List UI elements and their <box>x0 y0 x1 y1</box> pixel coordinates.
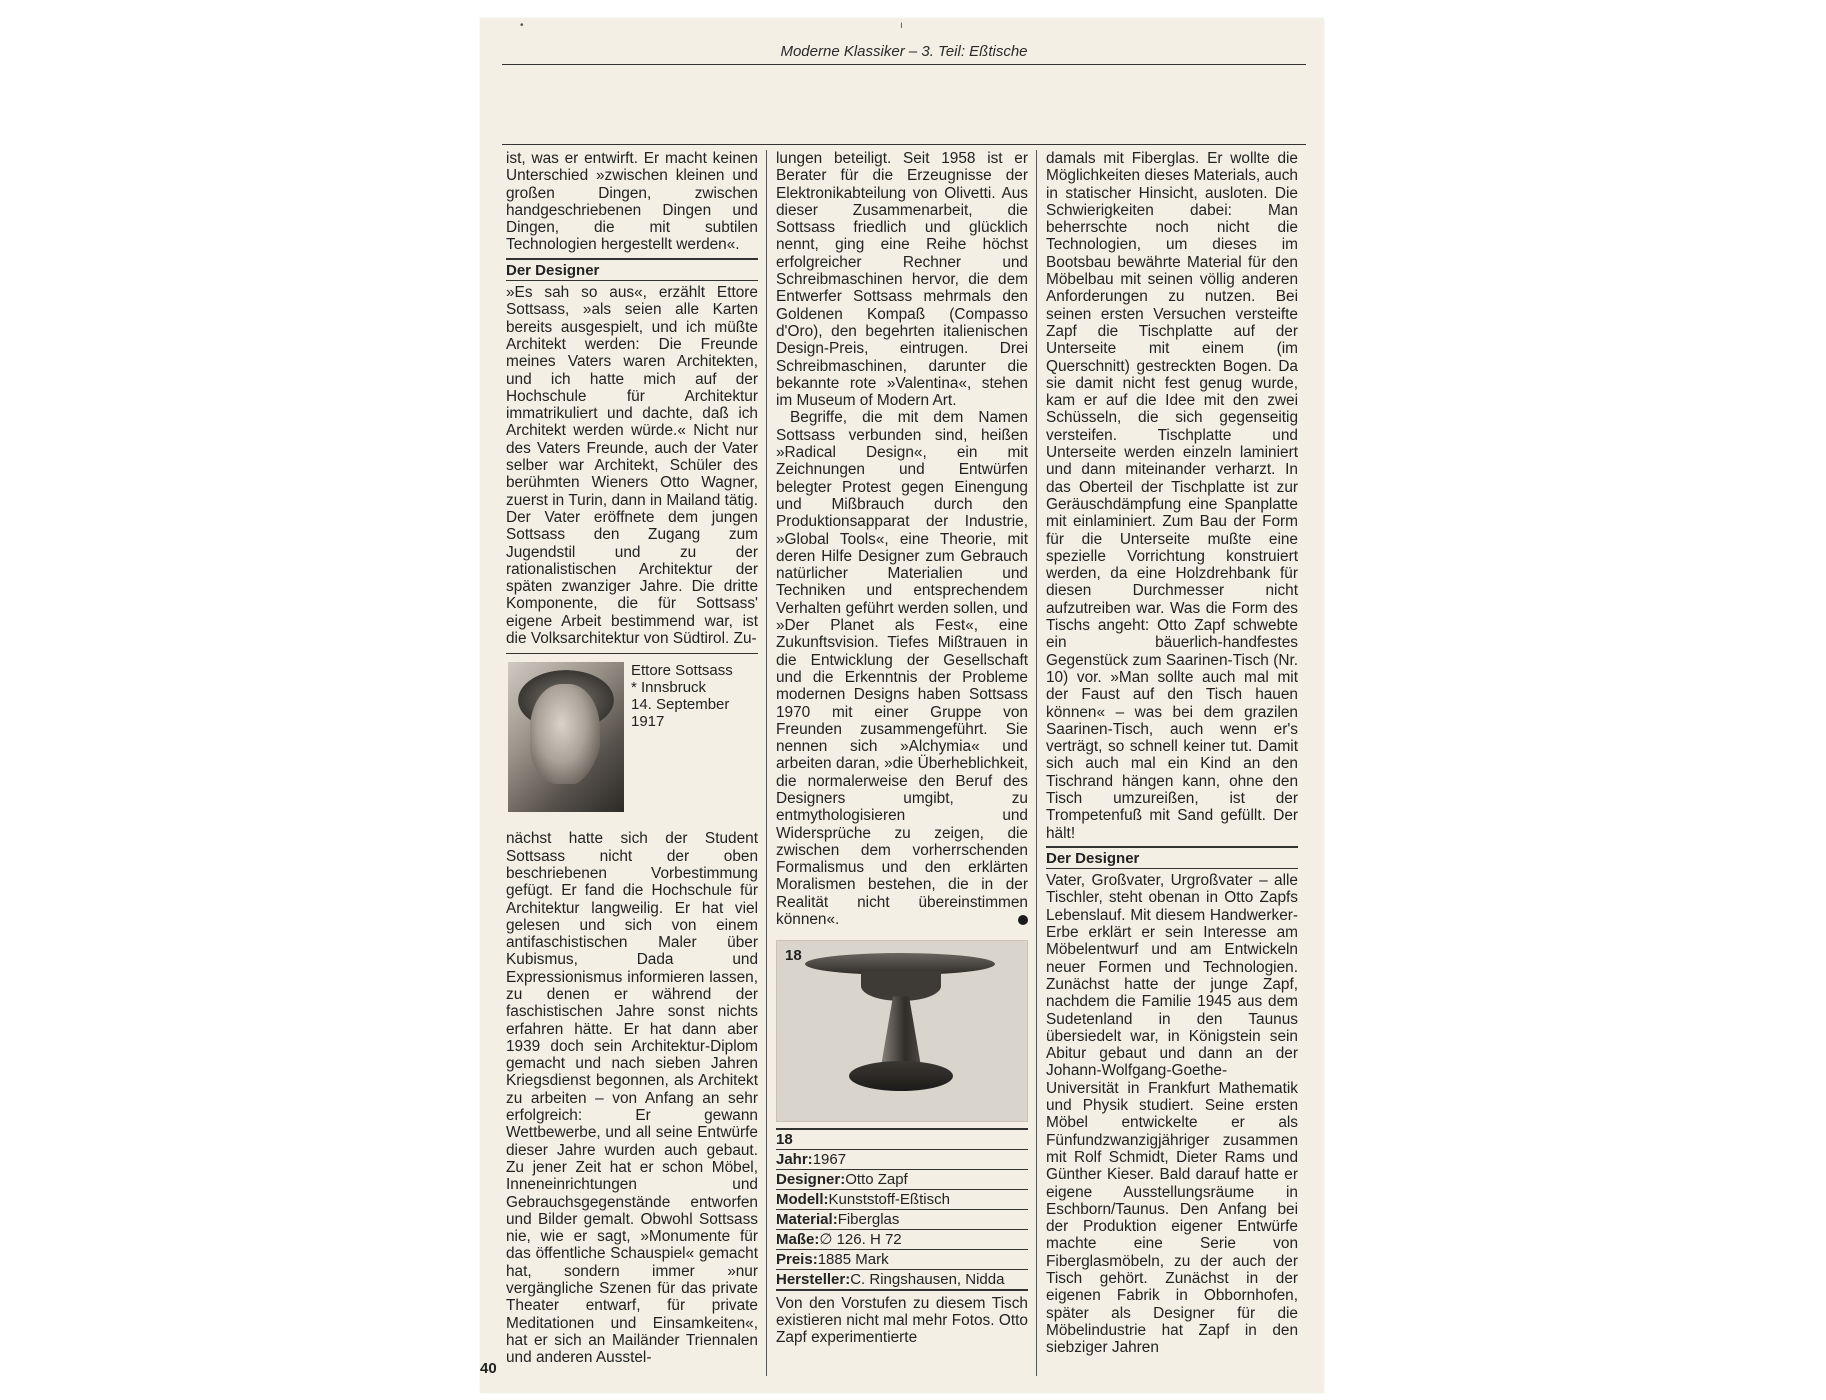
table-foot-shape <box>849 1061 953 1091</box>
section-heading: Der Designer <box>1046 846 1298 869</box>
spec-label: Maße: <box>776 1230 820 1248</box>
column-rule <box>766 150 767 1376</box>
top-rule <box>502 144 1306 145</box>
spec-row-year <box>776 1149 1028 1169</box>
spec-label: Hersteller: <box>776 1270 851 1288</box>
spec-value: Fiberglas <box>837 1210 900 1228</box>
section-heading: Der Designer <box>506 258 758 281</box>
spec-value: Otto Zapf <box>845 1170 908 1188</box>
running-head <box>502 40 1306 65</box>
spec-row-dimensions <box>776 1229 1028 1249</box>
paragraph: Von den Vorstufen zu diesem Tisch existieren nicht mal mehr Fotos. Otto Zapf experimentierte <box>776 1294 1028 1347</box>
portrait-block <box>506 653 758 824</box>
paragraph: lungen beteiligt. Seit 1958 ist er Berater für die Erzeugnisse der Elektronikabteilung von Olivetti. Aus dieser Zusammenarbeit, die Sottsass friedlich und glücklich nennt, ging eine Reihe höchst erfolgreicher Rechner und Schreibmaschinen hervor, die dem Entwerfer Sottsass mehrmals den Goldenen Kompaß (Compasso d'Oro), den begehrten italienischen Design-Preis, eintrugen. Drei Schreibmaschinen, darunter die bekannte rote »Valentina«, stehen im Museum of Modern Art. <box>776 150 1028 410</box>
paragraph: Vater, Großvater, Urgroßvater – alle Tischler, steht obenan in Otto Zapfs Lebenslauf. Mit diesem Handwerker-Erbe erklärt er sein Interesse am Möbelentwurf und am Entwickeln neuer Formen und Technologien. Zunächst hatte der junge Zapf, nachdem die Familie 1945 aus dem Sudetenland in den Taunus übersiedelt war, in Königstein sein Abitur gebaut und dann an der Johann-Wolfgang-Goethe-Universität in Frankfurt Mathematik und Physik studiert. Seine ersten Möbel entwickelte er als Fünfundzwanzigjähriger zusammen mit Rolf Schmidt, Dieter Rams und Günther Kieser. Bald darauf hatte er eigene Ausstellungsräume in Eschborn/Taunus. Den Anfang bei der Produktion eigener Entwürfe machte eine Serie von Fiberglasmöbeln, zu der auch der Tisch gehört. Zunächst in der eigenen Fabrik in Obbornhofen, später als Designer für die Möbelindustrie hat Zapf in den siebziger Jahren <box>1046 872 1298 1357</box>
magazine-page <box>480 18 1324 1393</box>
scan-mark: ı <box>900 20 903 31</box>
spec-row-manufacturer <box>776 1269 1028 1291</box>
column-1 <box>506 150 758 1375</box>
spec-row-material <box>776 1209 1028 1229</box>
portrait-caption <box>631 662 758 730</box>
portrait-photo <box>508 662 624 812</box>
caption-name: Ettore Sottsass <box>631 662 733 680</box>
scan-mark: • <box>520 20 524 31</box>
spec-row-designer <box>776 1169 1028 1189</box>
page-number: 40 <box>480 1360 497 1377</box>
portrait-face <box>530 684 600 784</box>
paragraph-text: Begriffe, die mit dem Namen Sottsass verbunden sind, heißen »Radical Design«, ein mit Zeichnungen und Entwürfen belegter Protest gegen Einengung und Mißbrauch durch den Produktionsapparat der Industrie, »Global Tools«, eine Theorie, mit deren Hilfe Designer zum Gebrauch natürlicher Materialien und Techniken und entsprechendem Verhalten geführt werden sollen, und »Der Planet als Fest«, eine Zukunftsvision. Tiefes Mißtrauen in die Entwicklung der Gesellschaft und die Erkenntnis der Probleme modernen Designs haben Sottsass 1970 mit einer Gruppe von Freunden zusammengeführt. Sie nennen sich »Alchymia« und arbeiten daran, »die Überheblichkeit, die normalerweise den Beruf des Designers umgibt, zu entmythologisieren und Widersprüche zu zeigen, die zwischen dem vorherrschenden Formalismus und den erklärten Moralismen bestehen, die in der Realität nicht übereinstimmen können«. <box>776 409 1028 929</box>
table-photo <box>776 940 1028 1122</box>
paragraph: ist, was er entwirft. Er macht keinen Unterschied »zwischen kleinen und großen Dingen, zwischen handgeschriebenen Dingen und Dingen, die mit subtilen Technologien hergestellt werden«. <box>506 150 758 254</box>
paragraph <box>776 409 1028 928</box>
spec-value: ∅ 126. H 72 <box>819 1230 902 1248</box>
spec-label: Preis: <box>776 1250 818 1268</box>
column-2 <box>776 150 1028 1375</box>
spec-value: Kunststoff-Eßtisch <box>828 1190 950 1208</box>
paragraph: damals mit Fiberglas. Er wollte die Möglichkeiten dieses Materials, auch in statischer Hinsicht, ausloten. Die Schwierigkeiten dabei: Man beherrschte noch nicht die Technologien, um dieses im Bootsbau bewährte Material für den Möbelbau mit seinen völlig anderen Anforderungen zu nutzen. Bei seinen ersten Versuchen versteifte Zapf die Tischplatte auf der Unterseite mit einem (im Querschnitt) gestreckten Bogen. Da sie damit nicht fest genug wurde, kam er auf die Idee mit den zwei Schüsseln, die sich gegenseitig versteifen. Tischplatte und Unterseite werden einzeln laminiert und dann miteinander verharzt. In das Oberteil der Tischplatte ist zur Geräuschdämpfung eine Spanplatte mit einlaminiert. Zum Bau der Form für die Unterseite mußte eine spezielle Vorrichtung konstruiert werden, da eine Holzdrehbank für diesen Durchmesser nicht aufzutreiben war. Was die Form des Tischs angeht: Otto Zapf schwebte ein bäuerlich-handfestes Gegenstück zum Saarinen-Tisch (Nr. 10) vor. »Man sollte auch mal mit der Faust auf den Tisch hauen können« – was bei dem grazilen Saarinen-Tisch, auch wenn er's verträgt, so schnell keiner tut. Damit sich auch mal ein Kind an den Tischrand hängen kann, ohne den Tisch umzureißen, ist der Trompetenfuß mit Sand gefüllt. Der hält! <box>1046 150 1298 842</box>
spec-label: Modell: <box>776 1190 829 1208</box>
spec-label: Jahr: <box>776 1150 813 1168</box>
spec-row-model <box>776 1189 1028 1209</box>
table-stem-shape <box>881 996 921 1066</box>
caption-year: 1917 <box>631 713 665 731</box>
spec-value: 1967 <box>812 1150 847 1168</box>
spec-number: 18 <box>776 1128 1028 1148</box>
caption-date: 14. September <box>631 696 730 714</box>
caption-birthplace: * Innsbruck <box>631 679 707 697</box>
paragraph: »Es sah so aus«, erzählt Ettore Sottsass, »als seien alle Karten bereits ausgespielt, und ich müßte Architekt werden: Die Freunde meines Vaters waren Architekten, und ich hatte mich auf der Hochschule für Architektur immatrikuliert und dachte, daß ich Architekt werden würde.« Nicht nur des Vaters Freunde, auch der Vater selber war Architekt, Schüler des berühmten Wieners Otto Wagner, zuerst in Turin, dann in Mailand tätig. Der Vater eröffnete dem jungen Sottsass den Zugang zum Jugendstil und zu der rationalistischen Architektur der späten zwanziger Jahre. Die dritte Komponente, die für Sottsass' eigene Arbeit bestimmend war, ist die Volksarchitektur von Südtirol. Zu- <box>506 284 758 648</box>
column-3 <box>1046 150 1298 1375</box>
paragraph: nächst hatte sich der Student Sottsass nicht der oben beschriebenen Vorbestimmung gefügt. Er fand die Hochschule für Architektur langweilig. Er hat viel gelesen und sich von einem antifaschistischen Maler über Kubismus, Dada und Expressionismus informieren lassen, zu denen er während der faschistischen Jahre sonst nichts erfahren hätte. Er hat dann aber 1939 doch sein Architektur-Diplom gemacht und nach sieben Jahren Kriegsdienst begonnen, als Architekt zu arbeiten – von Anfang an sehr erfolgreich: Er gewann Wettbewerbe, und all seine Entwürfe dieser Jahre wurden auch gebaut. Zu jener Zeit hat er schon Möbel, Inneneinrichtungen und Gebrauchsgegenstände entworfen und Bilder gemalt. Obwohl Sottsass nie, wie er sagt, »Monumente für das öffentliche Schauspiel« gemacht hat, sondern immer »nur vergängliche Szenen für das private Theater entwarf, für private Meditationen und Einsamkeiten«, hat er sich an Mailänder Triennalen und anderen Ausstel- <box>506 830 758 1367</box>
column-rule <box>1036 150 1037 1376</box>
running-title: Moderne Klassiker – 3. Teil: Eßtische <box>780 43 1028 60</box>
spec-value: 1885 Mark <box>817 1250 889 1268</box>
spec-label: Material: <box>776 1210 838 1228</box>
spec-value: C. Ringshausen, Nidda <box>850 1270 1005 1288</box>
end-mark <box>1018 915 1028 925</box>
spec-label: Designer: <box>776 1170 846 1188</box>
spec-row-price <box>776 1249 1028 1269</box>
photo-number: 18 <box>785 947 802 965</box>
